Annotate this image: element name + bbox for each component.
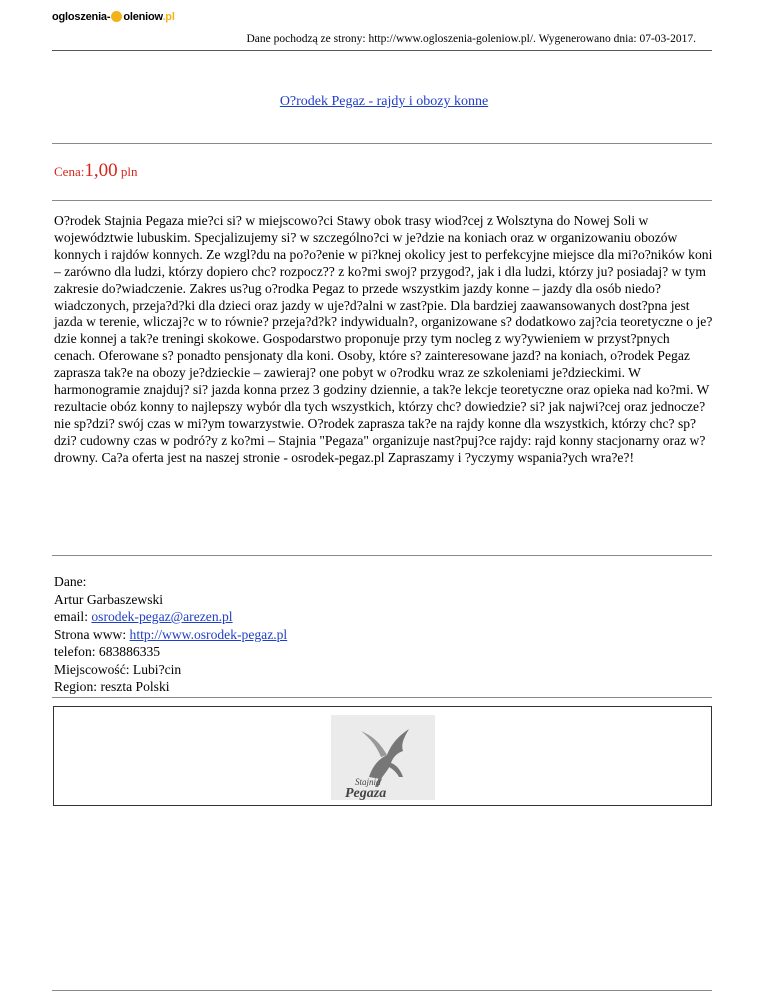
www-label: Strona www: — [54, 626, 130, 642]
contact-block — [54, 573, 287, 696]
listing-title — [0, 94, 768, 110]
footer-divider — [52, 990, 712, 991]
price — [54, 160, 137, 182]
photo-logo-small: Stajnia — [355, 777, 381, 787]
price-value: 1,00 — [84, 160, 118, 181]
listing-description: O?rodek Stajnia Pegaza mie?ci si? w miejscowo?ci Stawy obok trasy wiod?cej z Wolsztyna do Nowej Soli w województwie lubuskim. Specjalizujemy si? w szczególno?ci w je?dzie na koniach oraz w organizowaniu obozów konnych i rajdów konnych. Ze wzgl?du na po?o?enie w pi?knej okolicy jest to perfekcyjne miejsce dla mi?o?ników koni – zarówno dla ludzi, którzy dopiero chc? rozpocz?? z ko?mi swoj? przygod?, jak i dla ludzi, którzy ju? posiadaj? w tym zakresie do?wiadczenie. Zakres us?ug o?rodka Pegaz to przede wszystkim jazdy konne – jazdy dla osób niedo?wiadczonych, przeja?d?ki dla dzieci oraz jazdy w uje?d?alni w zast?pie. Dla bardziej zaawansowanych dost?pna jest jazda w terenie, wliczaj?c w to równie? przeja?d?k? indywidualn?, organizowane s? dodatkowo zaj?cia teoretyczne o je?dzie konnej a tak?e treningi skokowe. Gospodarstwo proponuje przy tym nocleg z wy?ywieniem w przyst?pnych cenach. Oferowane s? ponadto pensjonaty dla koni. Osoby, które s? zainteresowane jazd? na koniach, o?rodek Pegaz zaprasza tak?e na obozy je?dzieckie – zawieraj? one pobyt w o?rodku wraz ze szkoleniami je?dzieckimi. W harmonogramie znajduj? si? jazda konna przez 3 godziny dziennie, a tak?e lekcje teoretyczne oraz opieka nad ko?mi. W rezultacie obóz konny to najlepszy wybór dla tych wszystkich, którzy chc? dowiedzie? si? jak najwi?cej oraz jednocze?nie sp?dzi? swój czas w mi?ym towarzystwie. O?rodek zaprasza tak?e na rajdy konne dla wszystkich, którzy chc? sp?dzi? cudowny czas w podró?y z ko?mi – Stajnia "Pegaza" organizuje nast?puj?ce rajdy: rajd konny stacjonarny oraz w?drowny. Ca?a oferta jest na naszej stronie - osrodek-pegaz.pl Zapraszamy i ?yczymy wspania?ych wra?e?! — [54, 213, 713, 465]
price-label: Cena: — [54, 164, 85, 179]
site-logo — [52, 11, 175, 23]
contact-name: Artur Garbaszewski — [54, 591, 164, 607]
logo-g-circle-icon — [111, 11, 122, 22]
title-divider — [52, 143, 712, 144]
price-currency: pln — [120, 164, 138, 179]
source-note: Dane pochodzą ze strony: http://www.ogloszenia-goleniow.pl/. Wygenerowano dnia: 07-03-2017. — [246, 33, 696, 45]
contact-www-row — [54, 626, 287, 644]
listing-photo — [331, 715, 435, 800]
pegasus-logo-icon — [331, 715, 435, 800]
email-label: email: — [54, 609, 92, 624]
description-divider — [52, 555, 712, 556]
photo-logo-big: Pegaza — [345, 786, 387, 800]
contact-city: Miejscowość: Lubi?cin — [54, 661, 182, 677]
contact-heading: Dane: — [54, 574, 87, 589]
www-link[interactable]: http://www.osrodek-pegaz.pl — [129, 626, 288, 642]
contact-email-row — [54, 608, 287, 626]
listing-title-link[interactable]: O?rodek Pegaz - rajdy i obozy konne — [279, 94, 489, 109]
logo-text-b: oleniow — [123, 11, 163, 23]
email-link[interactable]: osrodek-pegaz@arezen.pl — [91, 609, 233, 624]
contact-phone: telefon: 683886335 — [54, 644, 161, 659]
contact-region: Region: reszta Polski — [54, 679, 170, 694]
logo-text-c: .pl — [162, 11, 175, 23]
price-divider — [52, 200, 712, 201]
contact-divider — [52, 697, 712, 698]
header-divider — [52, 50, 712, 51]
logo-text-a: ogloszenia- — [52, 11, 111, 23]
